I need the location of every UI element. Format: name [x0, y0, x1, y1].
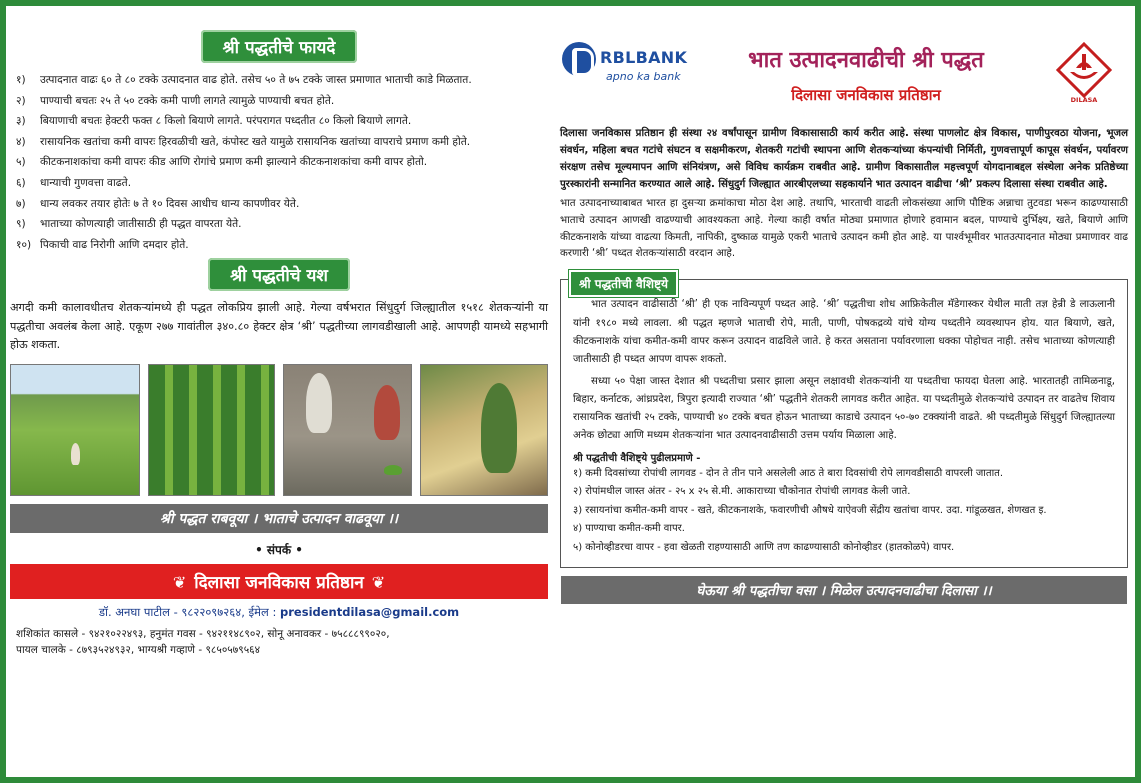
- benefits-list: [10, 73, 548, 252]
- contact-primary-line: [10, 605, 548, 620]
- photo-strip: [10, 364, 548, 496]
- features-box: [560, 277, 1128, 599]
- features-paragraph-2: सध्या ५० पेक्षा जास्त देशात श्री पध्दतीचा प्रसार झाला असून लक्षावधी शेतकऱ्यांनी या पध्दतीचा फायदा घेतला आहे. भारतातही तामिळनाडू, बिहार, कर्नाटक, आंध्रप्रदेश, त्रिपुरा इत्यादी राज्यात ‘श्री’ पद्धतीने शेतकरी लागवड करीत आहेत. या पध्दतीमुळे शेतकऱ्यांचे उत्पादन तर वाढतेच शिवाय रासायनिक खतांची २५ टक्के, पाण्याची ४० टक्के बचत होऊन भाताच्या काडाचे उत्पादन ५०-७० टक्क्यांनी वाढते. श्री पध्दतीमुळे सिंधुदुर्ग जिल्ह्यातल्या अनेक छोट्या आणि मध्यम शेतकऱ्यांना भात उत्पादनवाढीसाठी उत्तम पर्याय मिळाला आहे.: [573, 376, 1115, 442]
- benefit-number: ६): [16, 177, 26, 190]
- feature-item: ५) कोनोव्हीडरचा वापर - हवा खेळती राहण्यासाठी आणि तण काढण्यासाठी कोनोव्हीडर (हातकोळपे) वापर.: [573, 542, 955, 553]
- benefit-item: [10, 135, 548, 150]
- benefit-number: ५): [16, 156, 26, 169]
- dilasa-icon: ❦: [371, 572, 386, 592]
- benefit-number: १): [16, 74, 26, 86]
- success-title: श्री पद्धतीचे यश: [208, 258, 350, 291]
- bank-name: RBLBANK: [600, 48, 688, 67]
- features-paragraph-1: भात उत्पादन वाढीसाठी ‘श्री’ ही एक नाविन्यपूर्ण पध्दत आहे. ‘श्री’ पद्धतीचा शोध आफ्रिकेतील मॅडेगास्कर येथील माती तज्ञ हेन्री डे लाऊलानी यांनी १९८० मध्ये लावला. श्री पद्धत म्हणजे भाताची रोपे, माती, पाणी, पोषकद्रव्ये यांचे योग्य पध्दतीने व्यवस्थापन होय. यात बियाणे, खते, कीटकनाशके यांचा कमीत-कमी वापर करून उत्पादन वाढविले जाते. हे करत असताना पर्यावरणाला धक्का पोहोचत नाही. तसेच भाताच्या कोणत्याही जातीसाठी ही पध्दत आपण वापरू शकतो.: [573, 299, 1115, 365]
- dilasa-logo-icon: [1056, 42, 1112, 98]
- rbl-mark-icon: [562, 42, 596, 76]
- left-column: [10, 30, 548, 658]
- left-slogan: श्री पद्धत राबवूया । भाताचे उत्पादन वाढवूया ।।: [10, 504, 548, 533]
- benefit-item: [10, 114, 548, 129]
- contact-line-2: शशिकांत कासले - ९४२१०२२४९३, हनुमंत गवस - ९४२११४८९०२, सोनू अनावकर - ७५८८८९९०२०,: [16, 627, 390, 640]
- contact-primary: डॉ. अनघा पाटील - ९८२२०९७२६४, ईमेल :: [98, 604, 277, 619]
- benefit-text: पिकाची वाढ निरोगी आणि दमदार होते.: [40, 238, 189, 251]
- intro-regular: भात उत्पादनाच्याबाबत भारत हा दुसऱ्या क्रमांकाचा मोठा देश आहे. तथापि, भारताची वाढती लोकसंख्या आणि पौष्टिक अन्नाचा तुटवडा भरून काढण्यासाठी भाताचे उत्पादन आणखी वाढण्याची आवश्यकता आहे. गेल्या काही वर्षात मोठ्या प्रमाणात होणारे हवामान बदल, पाण्याचे दुर्भिक्ष्य, खते, बियाणे आणि कीटकनाशके यांच्या वाढत्या किमती, नापिकी, दुष्काळ यामुळे एकरी भाताचे उत्पादन कमी होत आहे. या पार्श्वभूमीवर भातउत्पादनात मोठ्या प्रमाणावर वाढ करणारी ‘श्री’ पध्दत शेतकऱ्यांसाठी वरदान आहे.: [560, 197, 1128, 260]
- benefits-title: श्री पद्धतीचे फायदे: [201, 30, 358, 63]
- photo-harvest: [420, 364, 548, 496]
- feature-item: ३) रसायनांचा कमीत-कमी वापर - खते, कीटकनाशके, फवारणीची औषधे याऐवजी सेंद्रीय खतांचा वापर. उदा. गांडूळखत, शेणखत इ.: [573, 504, 1047, 516]
- header: [560, 30, 1128, 120]
- contact-email[interactable]: presidentdilasa@gmail.com: [280, 604, 460, 619]
- success-banner-wrap: [10, 258, 548, 291]
- benefit-item: [10, 155, 548, 170]
- feature-item: २) रोपांमधील जास्त अंतर - २५ x २५ से.मी. आकाराच्या चौकोनात रोपांची लागवड केली जाते.: [573, 486, 911, 498]
- benefit-item: [10, 238, 548, 253]
- feature-item: ४) पाण्याचा कमीत-कमी वापर.: [573, 523, 685, 535]
- success-text: अगदी कमी कालावधीतच शेतकऱ्यांमध्ये ही पद्धत लोकप्रिय झाली आहे. गेल्या वर्षभरात सिंधुदुर्ग जिल्ह्यातील १५१८ शेतकऱ्यांनी या पद्धतीचा अवलंब केला आहे. एकूण २७७ गावांतील ३४०.८० हेक्टर क्षेत्र ‘श्री’ पद्धतीच्या लागवडीखाली आहे. आपणही यामध्ये सहभागी होऊ शकता.: [10, 301, 548, 351]
- bank-tagline: apno ka bank: [606, 70, 681, 83]
- benefit-number: ७): [16, 197, 26, 210]
- contact-line-3: पायल चालके - ८७९३५२४९३२, भाग्यश्री गव्हाणे - ९८५०५७९५६४: [16, 644, 261, 657]
- benefit-number: ४): [16, 135, 26, 148]
- benefit-text: पाण्याची बचतः २५ ते ५० टक्के कमी पाणी लागते त्यामुळे पाण्याची बचत होते.: [40, 94, 335, 107]
- benefit-text: उत्पादनात वाढः ६० ते ८० टक्के उत्पादनात वाढ होते. तसेच ५० ते ७५ टक्के जास्त प्रमाणात भाताची काडे मिळतात.: [40, 74, 472, 86]
- org-name: दिलासा जनविकास प्रतिष्ठान: [194, 572, 364, 593]
- contact-others: [10, 626, 548, 659]
- benefit-item: [10, 176, 548, 191]
- benefit-number: १०): [16, 238, 32, 251]
- features-intro: श्री पद्धतीची वैशिष्ट्ये पुढीलप्रमाणे -: [573, 452, 701, 464]
- photo-rice-field: [10, 364, 140, 496]
- benefit-text: बियाणाची बचतः हेक्टरी फक्त ८ किलो बियाणे लागते. परंपरागत पध्दतीत ८० किलो बियाणे लागते.: [40, 115, 412, 128]
- main-title: भात उत्पादनवाढीची श्री पद्धत: [748, 48, 984, 73]
- features-title: श्री पद्धतीची वैशिष्ट्ये: [569, 270, 678, 297]
- benefit-text: रासायनिक खतांचा कमी वापरः हिरवळीची खते, कंपोस्ट खते यामुळे रासायनिक खतांच्या वापराचे प्रमाण कमी होते.: [40, 135, 471, 148]
- features-list: [573, 466, 1115, 557]
- benefit-number: २): [16, 94, 26, 107]
- benefit-text: धान्याची गुणवत्ता वाढते.: [40, 177, 132, 190]
- benefit-item: [10, 94, 548, 109]
- sub-title: दिलासा जनविकास प्रतिष्ठान: [791, 86, 941, 104]
- benefit-text: धान्य लवकर तयार होतेः ७ ते १० दिवस आधीच धान्य कापणीवर येते.: [40, 197, 300, 210]
- feature-item: १) कमी दिवसांच्या रोपांची लागवड - दोन ते तीन पाने असलेली आठ ते बारा दिवसांची रोपे लागवडीसाठी वापरली जातात.: [573, 467, 1004, 479]
- org-name-bar: [10, 564, 548, 599]
- right-column: [560, 30, 1128, 599]
- dilasa-logo-caption: DILASA: [1070, 96, 1098, 104]
- bottom-slogan: घेऊया श्री पद्धतीचा वसा । मिळेल उत्पादनवाढीचा दिलासा ।।: [561, 576, 1127, 604]
- benefit-number: ९): [16, 218, 26, 231]
- benefit-text: कीटकनाशकांचा कमी वापरः कीड आणि रोगांचे प्रमाण कमी झाल्याने कीटकनाशकांचा कमी वापर होतो.: [40, 156, 428, 169]
- benefits-banner-wrap: [10, 30, 548, 63]
- benefit-item: [10, 217, 548, 232]
- photo-transplanting: [283, 364, 413, 496]
- benefit-text: भाताच्या कोणत्याही जातीसाठी ही पद्धत वापरता येते.: [40, 218, 242, 231]
- intro-bold: दिलासा जनविकास प्रतिष्ठान ही संस्था २४ वर्षांपासून ग्रामीण विकासासाठी कार्य करीत आहे. संस्था पाणलोट क्षेत्र विकास, पाणीपुरवठा योजना, भूजल संवर्धन, महिला बचत गटांचे संघटन व सक्षमीकरण, शेतकरी गटांची स्थापना आणि शेतकऱ्यांच्या कंपन्यांची निर्मिती, गुणवत्तापूर्ण कापूस संवर्धन, पर्यावरण संरक्षण तसेच मूल्यमापन आणि संनियंत्रण, असे विविध कार्यक्रम राबवीत आहे. ग्रामीण विकासातील महत्त्वपूर्ण योगदानाबद्दल संस्थेला अनेक प्रतिष्ठेच्या पुरस्कारांनी सन्मानित करण्यात आले आहे. सिंधुदुर्ग जिल्ह्यात आरबीएलच्या सहकार्याने भात उत्पादन वाढीचा ‘श्री’ प्रकल्प दिलासा संस्था राबवीत आहे.: [560, 128, 1128, 190]
- photo-nursery-beds: [148, 364, 275, 496]
- benefit-item: [10, 73, 548, 88]
- benefit-number: ३): [16, 115, 26, 128]
- dilasa-icon: ❦: [172, 572, 187, 592]
- rbl-bank-logo: [560, 40, 700, 92]
- contact-heading: • संपर्क •: [255, 542, 303, 557]
- benefit-item: [10, 197, 548, 212]
